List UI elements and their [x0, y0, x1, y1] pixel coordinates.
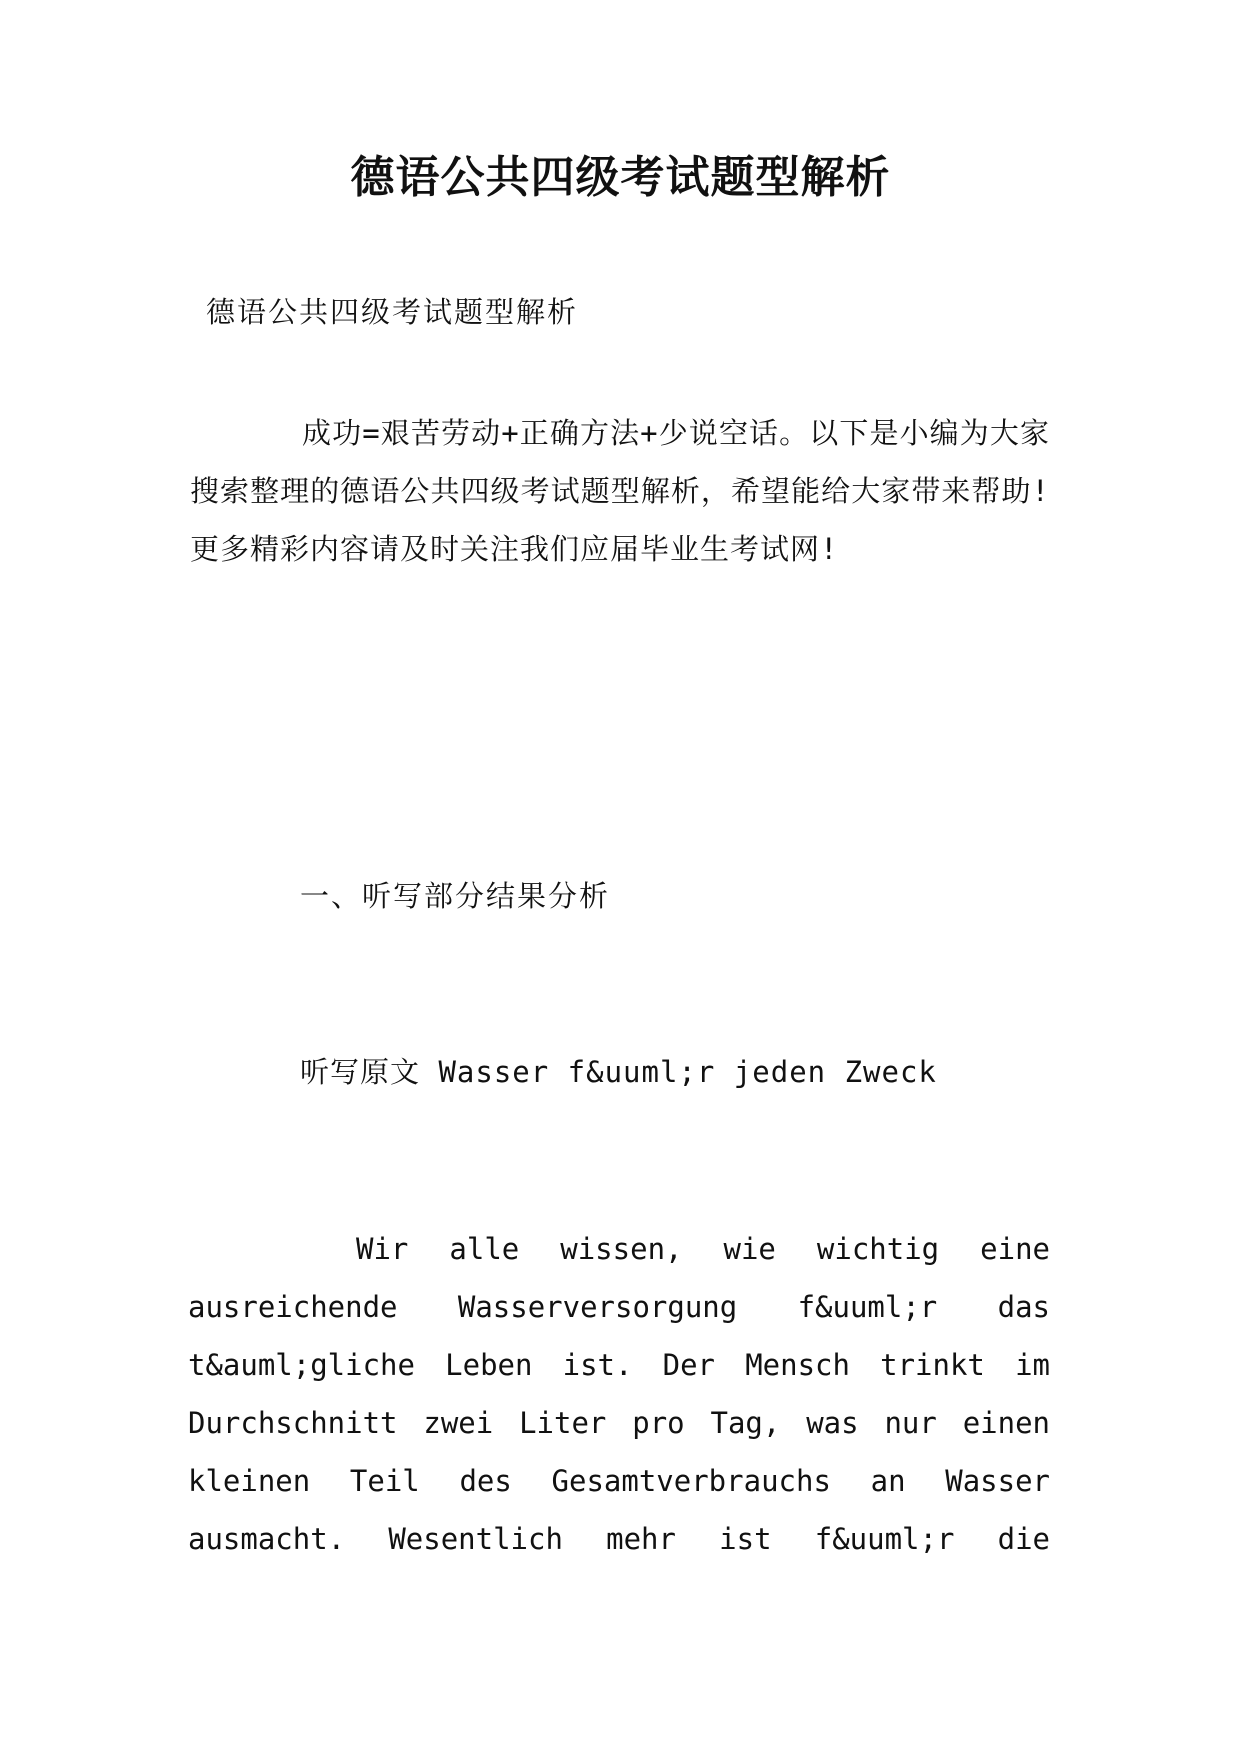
dictation-passage: Wir alle wissen, wie wichtig eine ausreichende Wasserversorgung f&uuml;r das t&auml;gliche Leben ist. Der Mensch trinkt im Durchschnitt zwei Liter pro Tag, was nur einen kleinen Teil des Gesamtverbrauchs an Wasser ausmacht. Wesentlich mehr ist f&uuml;r die	[188, 1232, 1050, 1556]
section-heading-dictation-analysis: 一、听写部分结果分析	[300, 879, 611, 913]
dictation-original-title: 听写原文 Wasser f&uuml;r jeden Zweck	[300, 1055, 937, 1089]
document-title: 德语公共四级考试题型解析	[350, 152, 891, 203]
intro-paragraph: 成功=艰苦劳动+正确方法+少说空话。以下是小编为大家搜索整理的德语公共四级考试题型解析，希望能给大家带来帮助!更多精彩内容请及时关注我们应届毕业生考试网!	[190, 416, 1050, 566]
document-subtitle: 德语公共四级考试题型解析	[206, 295, 579, 329]
